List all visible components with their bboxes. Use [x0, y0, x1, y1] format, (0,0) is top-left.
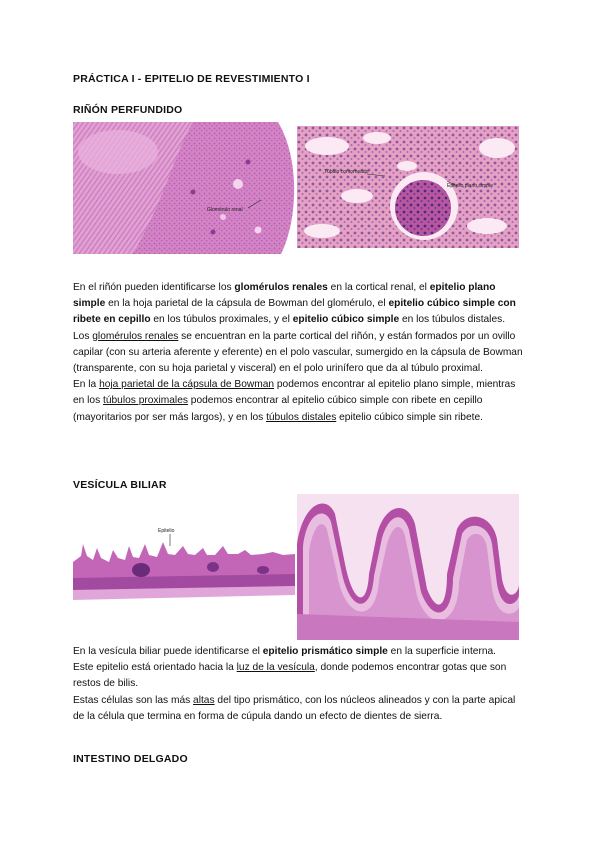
gallbladder-high-magnification-image [297, 494, 519, 640]
text-run: Estas células son las más [73, 694, 194, 706]
label-epitelio: Epitelio [158, 528, 175, 534]
text-run: epitelio cúbico simple sin ribete. [336, 411, 483, 423]
text-run: podemos encontrar al epitelio cúbico simple con ribete en cepillo (mayoritarios por ser más largos), y en los [73, 395, 483, 423]
label-glomerulo-renal: Glomérulo renal [207, 207, 243, 213]
paragraph [73, 660, 528, 692]
paragraph [73, 329, 528, 378]
text-run: En el riñón pueden identificarse los [73, 282, 235, 293]
paragraph [73, 280, 528, 329]
text-run: en la hoja parietal de la cápsula de Bowman del glomérulo, el [105, 298, 389, 310]
underlined-term: túbulos distales [266, 411, 337, 423]
bold-term: epitelio cúbico simple [292, 314, 400, 326]
text-run: podemos encontrar al epitelio plano simple, mientras en los [73, 379, 516, 407]
kidney-high-magnification-image [297, 126, 519, 248]
text-run: en los túbulos proximales, y el [150, 314, 293, 326]
paragraph [73, 644, 528, 660]
text-run: Este epitelio está orientado hacia la [73, 662, 237, 674]
text-run: Los [73, 330, 93, 342]
bold-term: epitelio plano simple [73, 282, 496, 310]
rinon-paragraphs [73, 280, 528, 426]
underlined-term: hoja parietal de la cápsula de Bowman [99, 379, 275, 391]
paragraph [73, 377, 528, 426]
label-tubulo-contorneado: Túbulo contorneado [324, 169, 369, 175]
bold-term: glomérulos renales [234, 282, 328, 293]
section-heading-rinon: RIÑÓN PERFUNDIDO [73, 104, 183, 116]
text-run: en la superficie interna. [387, 646, 497, 657]
document-title: PRÁCTICA I - EPITELIO DE REVESTIMIENTO I [73, 73, 310, 85]
underlined-term: altas [193, 694, 215, 706]
text-run: , donde podemos encontrar gotas que son restos de bilis. [73, 662, 507, 690]
gallbladder-low-magnification-image [73, 500, 295, 614]
text-run: en la cortical renal, el [327, 282, 430, 293]
text-run: del tipo prismático, con los núcleos alineados y con la parte apical de la célula que termina en forma de cúpula dando un efecto de dientes de sierra. [73, 694, 516, 722]
section-heading-intestino: INTESTINO DELGADO [73, 753, 188, 765]
underlined-term: glomérulos renales [92, 330, 179, 342]
label-epitelio-plano-simple: Epitelio plano simple [447, 183, 493, 189]
bold-term: epitelio prismático simple [262, 646, 388, 657]
paragraph [73, 693, 528, 725]
underlined-term: luz de la vesícula [236, 662, 315, 674]
text-run: se encuentran en la parte cortical del riñón, y están formados por un ovillo capilar (con su arteria aferente y eferente) en el polo vascular, sumergido en la cápsula de Bowman (transparente, con su hoja parietal y visceral) en el polo urinífero que da al túbulo proximal. [73, 330, 523, 375]
text-run: En la [73, 379, 100, 391]
underlined-term: túbulos proximales [103, 395, 188, 407]
section-heading-vesicula: VESÍCULA BILIAR [73, 479, 167, 491]
text-run: en los túbulos distales. [399, 314, 506, 326]
kidney-low-magnification-image [73, 122, 295, 254]
bold-term: epitelio cúbico simple con ribete en cepillo [73, 298, 516, 326]
vesicula-paragraphs [73, 644, 528, 725]
text-run: En la vesícula biliar puede identificarse el [73, 646, 263, 657]
